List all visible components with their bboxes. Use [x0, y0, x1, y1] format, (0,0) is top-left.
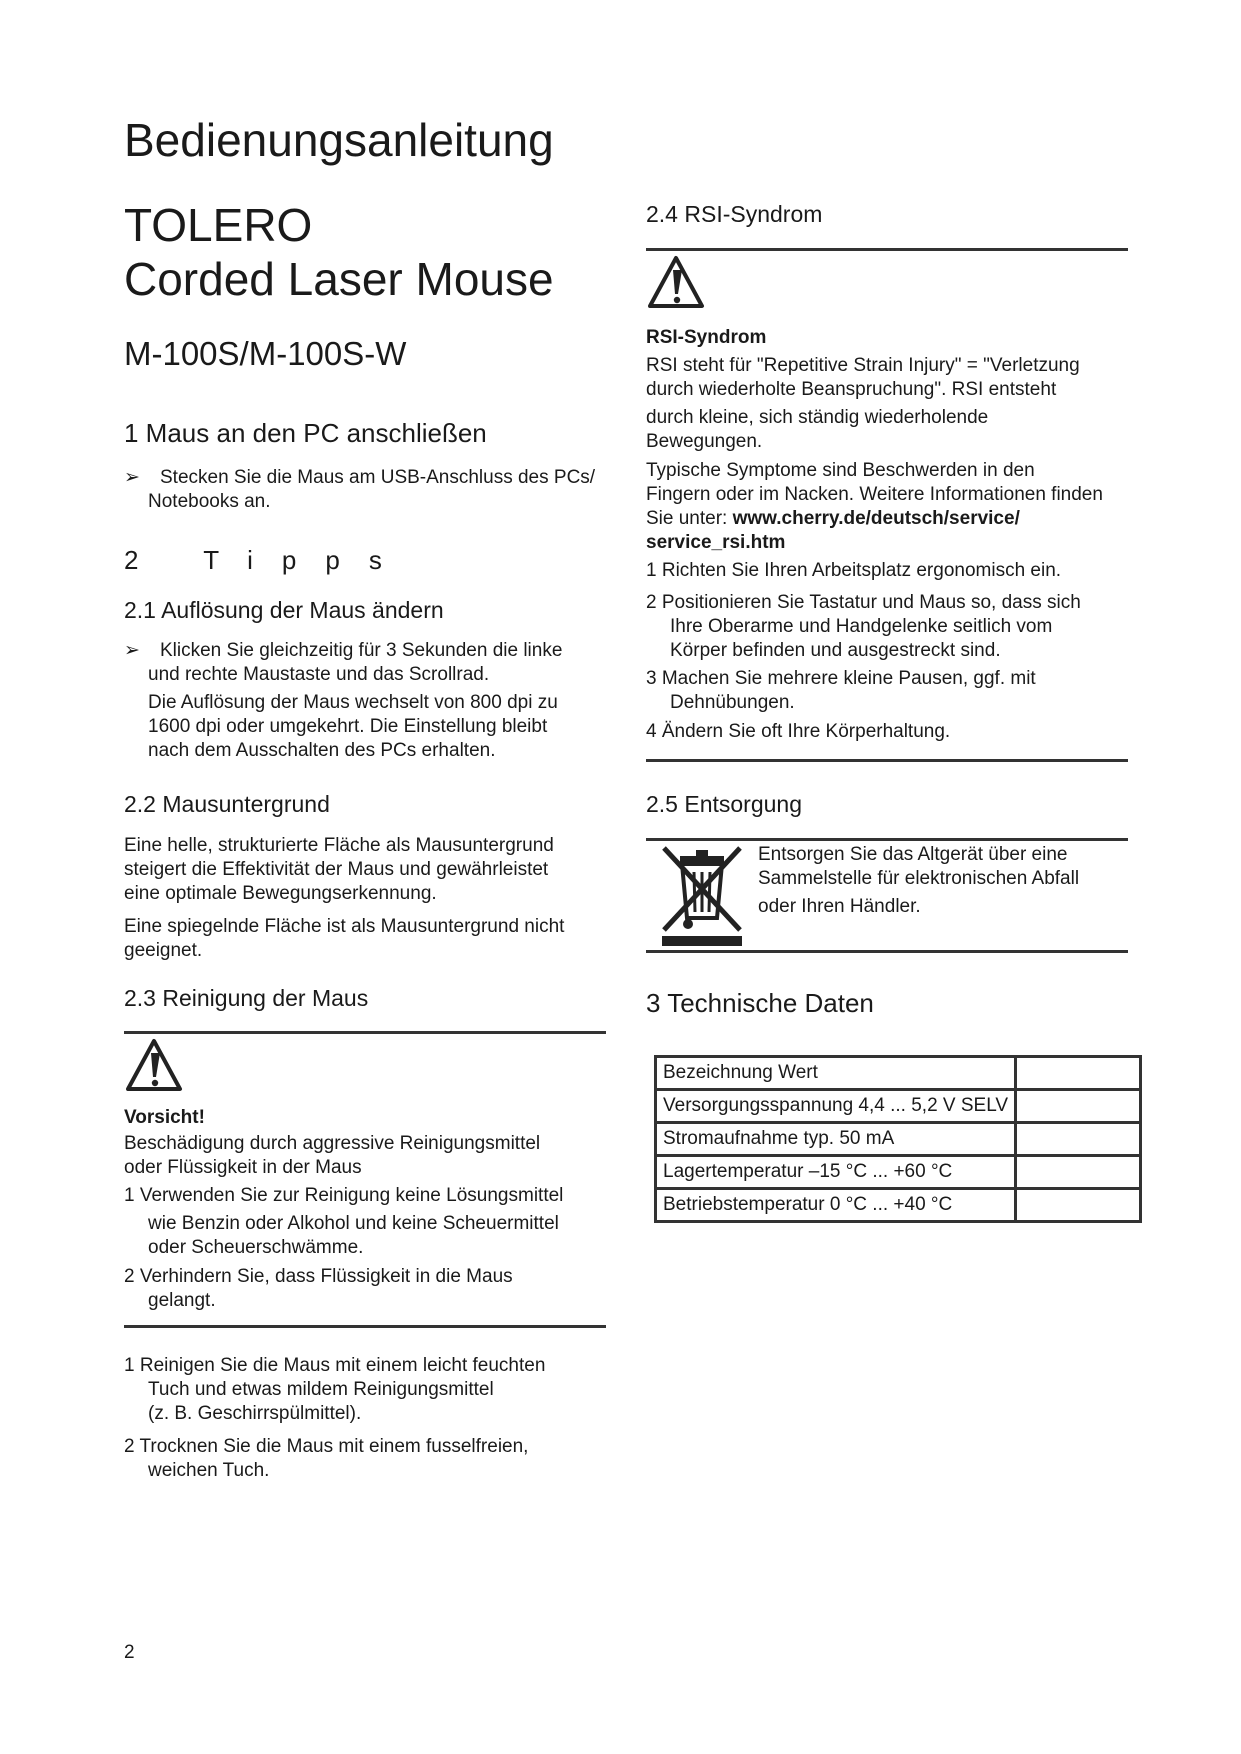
rsi-link-line2[interactable]: service_rsi.htm	[646, 532, 786, 553]
divider	[646, 248, 1128, 251]
table-cell: Versorgungsspannung 4,4 ... 5,2 V SELV	[656, 1090, 1016, 1123]
table-cell: Stromaufnahme typ. 50 mA	[656, 1123, 1016, 1156]
s23-step1-line2: Tuch und etwas mildem Reinigungsmittel	[148, 1379, 494, 1400]
s22-p2-line1: Eine spiegelnde Fläche ist als Mausuntergrund nicht	[124, 916, 565, 937]
s24-item4: 4 Ändern Sie oft Ihre Körperhaltung.	[646, 721, 951, 742]
table-cell	[1016, 1090, 1141, 1123]
s24-p1-line2: durch wiederholte Beanspruchung". RSI entsteht	[646, 379, 1057, 400]
s23-step2-line2: weichen Tuch.	[148, 1460, 270, 1481]
s24-p1-line1: RSI steht für "Repetitive Strain Injury" = "Verletzung	[646, 355, 1080, 376]
crossed-bin-icon	[658, 842, 746, 948]
s21-para-line2: 1600 dpi oder umgekehrt. Die Einstellung bleibt	[148, 716, 548, 737]
warning-icon	[646, 254, 706, 310]
s23-item1-line3: oder Scheuerschwämme.	[148, 1237, 364, 1258]
s22-p2-line2: geeignet.	[124, 940, 203, 961]
s22-p1-line1: Eine helle, strukturierte Fläche als Mausuntergrund	[124, 835, 554, 856]
section-2-1-heading: 2.1 Auflösung der Maus ändern	[124, 597, 444, 623]
table-row	[656, 1189, 1141, 1222]
s21-para-line3: nach dem Ausschalten des PCs erhalten.	[148, 740, 496, 761]
s25-para-line1: Entsorgen Sie das Altgerät über eine	[758, 844, 1068, 865]
s24-p1-line3: durch kleine, sich ständig wiederholende	[646, 407, 989, 428]
s23-item1-line2: wie Benzin oder Alkohol und keine Scheuermittel	[148, 1213, 559, 1234]
table-cell	[1016, 1123, 1141, 1156]
s1-bullet-line1: Stecken Sie die Maus am USB-Anschluss des PCs/	[160, 467, 596, 488]
s24-p1-line4: Bewegungen.	[646, 431, 763, 452]
table-cell: Bezeichnung Wert	[656, 1057, 1016, 1090]
s23-item2-line2: gelangt.	[148, 1290, 216, 1311]
s25-para-line2: Sammelstelle für elektronischen Abfall	[758, 868, 1080, 889]
s22-p1-line3: eine optimale Bewegungserkennung.	[124, 883, 437, 904]
bullet-arrow-icon: ➢	[124, 640, 140, 661]
s21-bullet-line1: Klicken Sie gleichzeitig für 3 Sekunden die linke	[160, 640, 563, 661]
s21-bullet-line2: und rechte Maustaste und das Scrollrad.	[148, 664, 490, 685]
page-title: Bedienungsanleitung	[124, 114, 554, 166]
table-row	[656, 1123, 1141, 1156]
table-row	[656, 1090, 1141, 1123]
s23-warning-line1: Beschädigung durch aggressive Reinigungsmittel	[124, 1133, 541, 1154]
s24-p2-line3	[646, 507, 1020, 531]
divider	[124, 1325, 606, 1328]
rsi-link-line1[interactable]: www.cherry.de/deutsch/service/	[732, 508, 1020, 529]
s23-item1-line1: 1 Verwenden Sie zur Reinigung keine Lösungsmittel	[124, 1185, 564, 1206]
divider	[646, 838, 1128, 841]
section-2-4-heading: 2.4 RSI-Syndrom	[646, 201, 823, 227]
divider	[646, 950, 1128, 953]
tech-data-table	[654, 1055, 1142, 1223]
divider	[124, 1031, 606, 1034]
s23-step1-line3: (z. B. Geschirrspülmittel).	[148, 1403, 362, 1424]
section-2-5-heading: 2.5 Entsorgung	[646, 791, 803, 817]
s23-step2-line1: 2 Trocknen Sie die Maus mit einem fusselfreien,	[124, 1436, 529, 1457]
bullet-arrow-icon: ➢	[124, 467, 140, 488]
s24-warning-title: RSI-Syndrom	[646, 327, 767, 348]
page-number: 2	[124, 1642, 135, 1663]
warning-icon	[124, 1037, 184, 1093]
table-cell	[1016, 1189, 1141, 1222]
section-2-2-heading: 2.2 Mausuntergrund	[124, 791, 330, 817]
table-cell: Betriebstemperatur 0 °C ... +40 °C	[656, 1189, 1016, 1222]
table-row	[656, 1057, 1141, 1090]
table-cell	[1016, 1057, 1141, 1090]
s23-warning-title: Vorsicht!	[124, 1107, 205, 1128]
section-2-3-heading: 2.3 Reinigung der Maus	[124, 985, 369, 1011]
s24-item2-line1: 2 Positionieren Sie Tastatur und Maus so, dass sich	[646, 592, 1081, 613]
s23-warning-line2: oder Flüssigkeit in der Maus	[124, 1157, 362, 1178]
s23-step1-line1: 1 Reinigen Sie die Maus mit einem leicht feuchten	[124, 1355, 546, 1376]
s25-para-line3: oder Ihren Händler.	[758, 896, 921, 917]
s21-para-line1: Die Auflösung der Maus wechselt von 800 dpi zu	[148, 692, 558, 713]
table-cell	[1016, 1156, 1141, 1189]
s23-item2-line1: 2 Verhindern Sie, dass Flüssigkeit in die Maus	[124, 1266, 513, 1287]
s24-item2-line2: Ihre Oberarme und Handgelenke seitlich vom	[670, 616, 1053, 637]
s24-p2-line1: Typische Symptome sind Beschwerden in den	[646, 460, 1035, 481]
s24-item3-line2: Dehnübungen.	[670, 692, 795, 713]
s24-p2-line2: Fingern oder im Nacken. Weitere Informationen finden	[646, 484, 1103, 505]
product-name-line2: Corded Laser Mouse	[124, 253, 554, 305]
product-name-line1: TOLERO	[124, 199, 313, 251]
s22-p1-line2: steigert die Effektivität der Maus und gewährleistet	[124, 859, 549, 880]
s24-item1: 1 Richten Sie Ihren Arbeitsplatz ergonomisch ein.	[646, 560, 1062, 581]
s24-item3-line1: 3 Machen Sie mehrere kleine Pausen, ggf. mit	[646, 668, 1036, 689]
s24-p2-prefix: Sie unter:	[646, 508, 733, 529]
model-number: M-100S/M-100S-W	[124, 335, 407, 372]
divider	[646, 759, 1128, 762]
section-3-heading: 3 Technische Daten	[646, 988, 874, 1018]
table-cell: Lagertemperatur –15 °C ... +60 °C	[656, 1156, 1016, 1189]
table-row	[656, 1156, 1141, 1189]
s24-item2-line3: Körper befinden und ausgestreckt sind.	[670, 640, 1001, 661]
section-1-heading: 1 Maus an den PC anschließen	[124, 418, 487, 448]
s1-bullet-line2: Notebooks an.	[148, 491, 271, 512]
section-2-heading: 2 Tipps	[124, 545, 411, 575]
